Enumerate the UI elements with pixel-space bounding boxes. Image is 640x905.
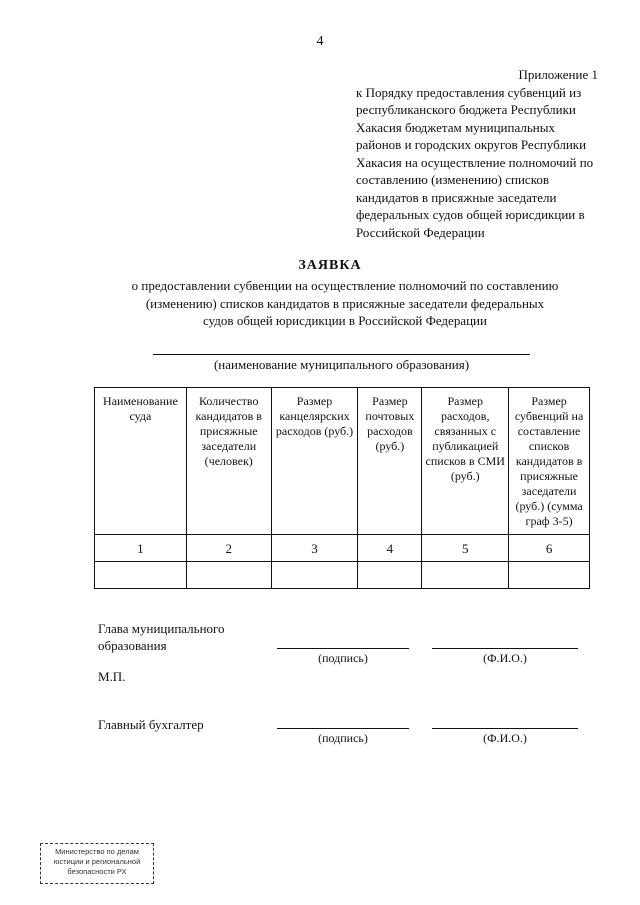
table-cell: [422, 562, 509, 589]
accountant-name-caption: (Ф.И.О.): [483, 731, 527, 745]
column-number: 6: [509, 535, 590, 562]
appendix-text: к Порядку предоставления субвенций из республиканского бюджета Республики Хакасия бюджетам муниципальных районов и городских округов Республики Хакасия на осуществление полномочий по составлению (изменению) списков кандидатов в присяжные заседатели федеральных судов общей юрисдикции в Российской Федерации: [356, 84, 594, 240]
header-media-expenses: Размер расходов, связанных с публикацией списков в СМИ (руб.): [422, 388, 509, 535]
stamp-line: юстиции и региональной: [53, 857, 141, 866]
table-cell: [95, 562, 187, 589]
ministry-stamp: [40, 843, 154, 884]
org-name-line: [153, 354, 530, 355]
head-label: Глава муниципального образования: [98, 621, 225, 653]
stamp-line: Министерство по делам: [55, 847, 139, 856]
column-number: 3: [271, 535, 358, 562]
accountant-signature-line: [277, 728, 409, 729]
stamp-line: безопасности РХ: [67, 867, 127, 876]
column-number: 5: [422, 535, 509, 562]
document-subtitle: о предоставлении субвенции на осуществление полномочий по составлению (изменению) списков кандидатов в присяжные заседатели федеральных судов общей юрисдикции в Российской Федерации: [131, 278, 559, 328]
org-name-caption: (наименование муниципального образования): [213, 357, 470, 372]
application-table: [94, 387, 590, 589]
table-cell: [186, 562, 271, 589]
header-subvention-total: Размер субвенций на составление списков кандидатов в присяжные заседатели (руб.) (сумма граф 3-5): [509, 388, 590, 535]
head-name-caption: (Ф.И.О.): [483, 651, 527, 665]
accountant-signature-caption: (подпись): [318, 731, 368, 745]
header-court-name: Наименование суда: [95, 388, 187, 535]
column-number: 4: [358, 535, 422, 562]
table-cell: [509, 562, 590, 589]
appendix-heading: Приложение 1: [518, 67, 598, 82]
header-office-expenses: Размер канцелярских расходов (руб.): [271, 388, 358, 535]
document-title: ЗАЯВКА: [298, 258, 362, 273]
accountant-name-line: [432, 728, 578, 729]
column-number: 2: [186, 535, 271, 562]
table-row-empty: [95, 562, 590, 589]
table-cell: [271, 562, 358, 589]
table-cell: [358, 562, 422, 589]
page-number: 4: [316, 34, 324, 49]
appendix-block: [338, 66, 598, 241]
table-row-column-numbers: [95, 535, 590, 562]
accountant-label: Главный бухгалтер: [98, 717, 204, 732]
head-signature-line: [277, 648, 409, 649]
table-header-row: [95, 388, 590, 535]
head-signature-caption: (подпись): [318, 651, 368, 665]
header-postal-expenses: Размер почтовых расходов (руб.): [358, 388, 422, 535]
column-number: 1: [95, 535, 187, 562]
header-candidates-count: Количество кандидатов в присяжные заседатели (человек): [186, 388, 271, 535]
head-name-line: [432, 648, 578, 649]
seal-label: М.П.: [98, 669, 126, 684]
